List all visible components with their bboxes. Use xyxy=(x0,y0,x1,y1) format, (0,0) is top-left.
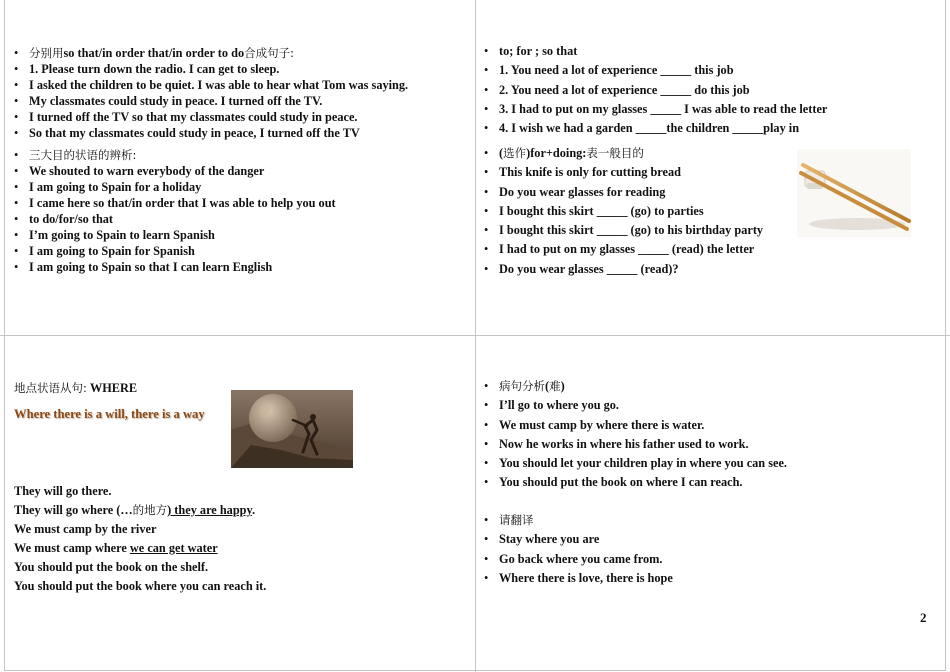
list-item: • to do/for/so that xyxy=(14,211,336,227)
list-item: • I asked the children to be quiet. I was able to hear what Tom was saying. xyxy=(14,77,408,93)
q4-error-analysis-list xyxy=(484,377,787,493)
list-item: • I am going to Spain for Spanish xyxy=(14,243,336,259)
list-item: • (选作)for+doing:表一般目的 xyxy=(484,144,763,163)
list-item: • 1. You need a lot of experience _____ this job xyxy=(484,61,827,80)
list-item: • Where there is love, there is hope xyxy=(484,569,673,588)
list-item: • I turned off the TV so that my classmates could study in peace. xyxy=(14,109,408,125)
list-item: • 4. I wish we had a garden _____the children _____play in xyxy=(484,119,827,138)
q3-line-4: We must camp where we can get water xyxy=(14,541,218,555)
q3-line-3: We must camp by the river xyxy=(14,522,157,536)
q1-sentence-combining-list xyxy=(14,45,408,141)
list-item: • 请翻译 xyxy=(484,511,673,530)
list-item: • My classmates could study in peace. I turned off the TV. xyxy=(14,93,408,109)
q4-translation-list xyxy=(484,511,673,588)
list-item: • Go back where you came from. xyxy=(484,550,673,569)
list-item: • I’ll go to where you go. xyxy=(484,396,787,415)
list-item: • 3. I had to put on my glasses _____ I was able to read the letter xyxy=(484,100,827,119)
chopsticks-image xyxy=(797,149,911,237)
list-item: • Do you wear glasses _____ (read)? xyxy=(484,260,763,279)
page-number: 2 xyxy=(920,610,927,625)
q1-purpose-adverbial-list xyxy=(14,147,336,275)
list-item: • You should let your children play in where you can see. xyxy=(484,454,787,473)
quadrant-divider-vertical xyxy=(475,0,476,672)
list-item: • I am going to Spain so that I can learn English xyxy=(14,259,336,275)
q3-line-6: You should put the book where you can reach it. xyxy=(14,579,267,593)
boulder-climber-image xyxy=(231,390,353,468)
list-item: • This knife is only for cutting bread xyxy=(484,163,763,182)
list-item: • Now he works in where his father used to work. xyxy=(484,435,787,454)
list-item: • I’m going to Spain to learn Spanish xyxy=(14,227,336,243)
list-item: • We must camp by where there is water. xyxy=(484,416,787,435)
q3-heading: 地点状语从句: WHERE xyxy=(14,381,138,395)
q3-motto: Where there is a will, there is a way xyxy=(14,407,205,421)
list-item: • We shouted to warn everybody of the danger xyxy=(14,163,336,179)
q3-line-5: You should put the book on the shelf. xyxy=(14,560,209,574)
list-item: • You should put the book on where I can reach. xyxy=(484,473,787,492)
list-item: • So that my classmates could study in peace, I turned off the TV xyxy=(14,125,408,141)
list-item: • 2. You need a lot of experience _____ do this job xyxy=(484,81,827,100)
q2-fill-in-list xyxy=(484,42,827,138)
q3-line-1: They will go there. xyxy=(14,484,112,498)
list-item: • 分别用so that/in order that/in order to do合成句子: xyxy=(14,45,408,61)
list-item: • Stay where you are xyxy=(484,530,673,549)
q3-line-2: They will go where (…的地方) they are happy. xyxy=(14,503,256,517)
q2-for-doing-list xyxy=(484,144,763,279)
list-item: • I had to put on my glasses _____ (read) the letter xyxy=(484,240,763,259)
quadrant-divider-horizontal xyxy=(0,335,950,336)
list-item: • I bought this skirt _____ (go) to parties xyxy=(484,202,763,221)
list-item: • I came here so that/in order that I was able to help you out xyxy=(14,195,336,211)
list-item: • Do you wear glasses for reading xyxy=(484,183,763,202)
list-item: • I bought this skirt _____ (go) to his birthday party xyxy=(484,221,763,240)
list-item: • to; for ; so that xyxy=(484,42,827,61)
list-item: • I am going to Spain for a holiday xyxy=(14,179,336,195)
list-item: • 1. Please turn down the radio. I can get to sleep. xyxy=(14,61,408,77)
list-item: • 三大目的状语的辨析: xyxy=(14,147,336,163)
list-item: • 病句分析(难) xyxy=(484,377,787,396)
